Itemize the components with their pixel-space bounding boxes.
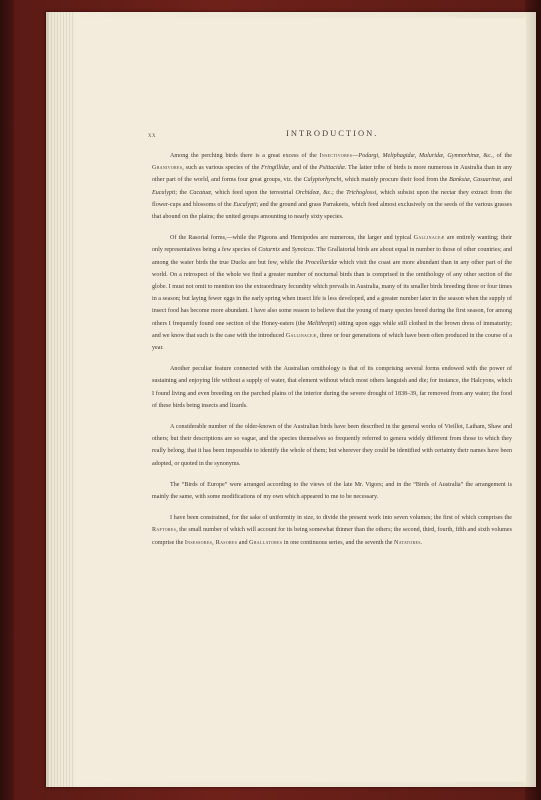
text-run: , and [499,177,512,184]
text-run: ; the [175,189,190,196]
small-caps-run: Gallinaceæ [285,332,317,339]
text-run: which visit the coast are more abundant than in any other part of the world. On a retrospect of the whole we find a greater number of nocturnal birds than is comprised in the ornithology of any other section of the globe. I must not omit to mention too the extraordinary fecundity which prevails in Australia, many of its smaller birds breeding three or four times in a season; but laying fewer eggs in the early spring when insect life is less developed, and a greater number later in the season when the supply of insect food has become more abundant. I have also some reason to believe that the young of many species breed during the first season, for among others I frequently found one section of the Honey-eaters (the [152,259,512,327]
text-run: , which mainly procure their food from the [341,177,450,184]
text-run: are entirely wanting; their only representatives being a few species of [152,235,512,254]
text-run: Among the perching birds there is a great excess of the [170,153,320,159]
page-leaf-edges [48,12,74,787]
text-run: . The Grallatorial birds are about equal in number to those of other countries; and among the water birds the true Ducks are but few, while the [152,247,512,266]
italic-run: Trichoglossi [346,189,377,196]
paragraph [152,512,512,549]
small-caps-run: Natatores [394,539,421,546]
text-run: and [279,247,292,254]
paragraph [152,150,512,223]
text-run: , such as various species of the [182,165,262,172]
italic-run: Cacatuæ [189,189,212,196]
italic-run: Psittacidæ [319,165,345,172]
paragraph [152,421,512,470]
text-run: and [237,539,250,546]
italic-run: Coturnix [258,247,280,254]
small-caps-run: Granivores [152,165,183,172]
italic-run: Podargi, Meliphagidæ, Maluridæ, Gymnorhinæ [358,153,480,159]
small-caps-run: Insessores, Rasores [184,539,238,546]
text-run: ) sitting upon eggs while still clothed in the brown dress of immaturity; and we know that such is the case with the introduced [152,320,512,339]
text-run: . The latter tribe of birds is more numerous in Australia than in any other part of the world, and forms four great groups, viz. the [152,165,512,184]
text-run: , three or four generations of which have been often produced in the course of a year. [152,332,512,352]
text-run: Of the Rasorial forms,—while the Pigeons and Hemipodes are numerous, the larger and typical [170,235,414,242]
small-caps-run: Insectivores [319,153,353,159]
paragraph [152,479,512,503]
text-run: , the small number of which will account for its being somewhat thinner than the others; the second, third, fourth, fifth and sixth volumes comprise the [152,527,512,546]
cover-left-edge [0,0,14,800]
text-run: , and of the [288,165,320,172]
small-caps-run: Grallatores [249,539,283,546]
italic-run: Calyptorhynchi [303,177,342,184]
page-number: xx [148,131,156,139]
body-text [152,150,512,558]
text-run: Another peculiar feature connected with the Australian ornithology is that of its comprising several forms endowed with the power of sustaining and enjoying life without a supply of water, that element without which most others languish and die; for instance, the Halcyons, which I found living and even breeding on the parched plains of the interior during the severe drought of 1838–39, far removed from any water; the food of these birds being insects and lizards. [152,366,512,409]
small-caps-run: Raptores [152,527,177,534]
text-run: , &c.; the [319,189,347,196]
italic-run: Synoicus [291,247,314,254]
text-run: . [420,539,423,546]
text-run: in one continuous series, and the seventh the [282,539,395,546]
running-head [148,128,508,142]
italic-run: Eucalypti [152,189,176,196]
italic-run: Fringillidæ [261,165,289,172]
italic-run: Melithrepti [307,320,335,327]
italic-run: Procellaridæ [305,259,338,266]
text-run: The “Birds of Europe” were arranged according to the views of the late Mr. Vigors; and in the “Birds of Australia” the arrangement is mainly the same, with some modifications of my own which appeared to me to be necessary. [152,481,512,501]
small-caps-run: Gallinaceæ [413,235,445,242]
text-run: — [352,153,359,159]
italic-run: Banksiæ, Casuarinæ [449,177,500,184]
text-run: , &c., of the [479,153,512,159]
running-title: INTRODUCTION. [286,128,379,138]
paragraph [152,363,512,412]
text-run: , which subsist upon the nectar they extract from the flower-cups and blossoms of the [152,189,512,208]
text-run: I have been constrained, for the sake of uniformity in size, to divide the present work into seven volumes; the first of which comprises the [170,515,512,522]
text-run: A considerable number of the older-known of the Australian birds have been described in the general works of Vieillot, Latham, Shaw and others; but their descriptions are so vague, and the species themselves so frequently referred to genera widely different from those to which they really belong, that it has been impossible to identify the whole of them; but wherever they could be identified with certainty their names have been adopted, or quoted in the synonyms. [152,424,512,467]
text-run: ; and the ground and grass Parrakeets, which feed almost exclusively on the seeds of the various grasses that abound on the plains; the united groups amounting to nearly sixty species. [152,201,513,221]
italic-run: Orchideæ [295,189,320,196]
paragraph [152,232,512,354]
text-run: , which feed upon the terrestrial [211,189,296,196]
italic-run: Eucalypti [233,201,257,208]
